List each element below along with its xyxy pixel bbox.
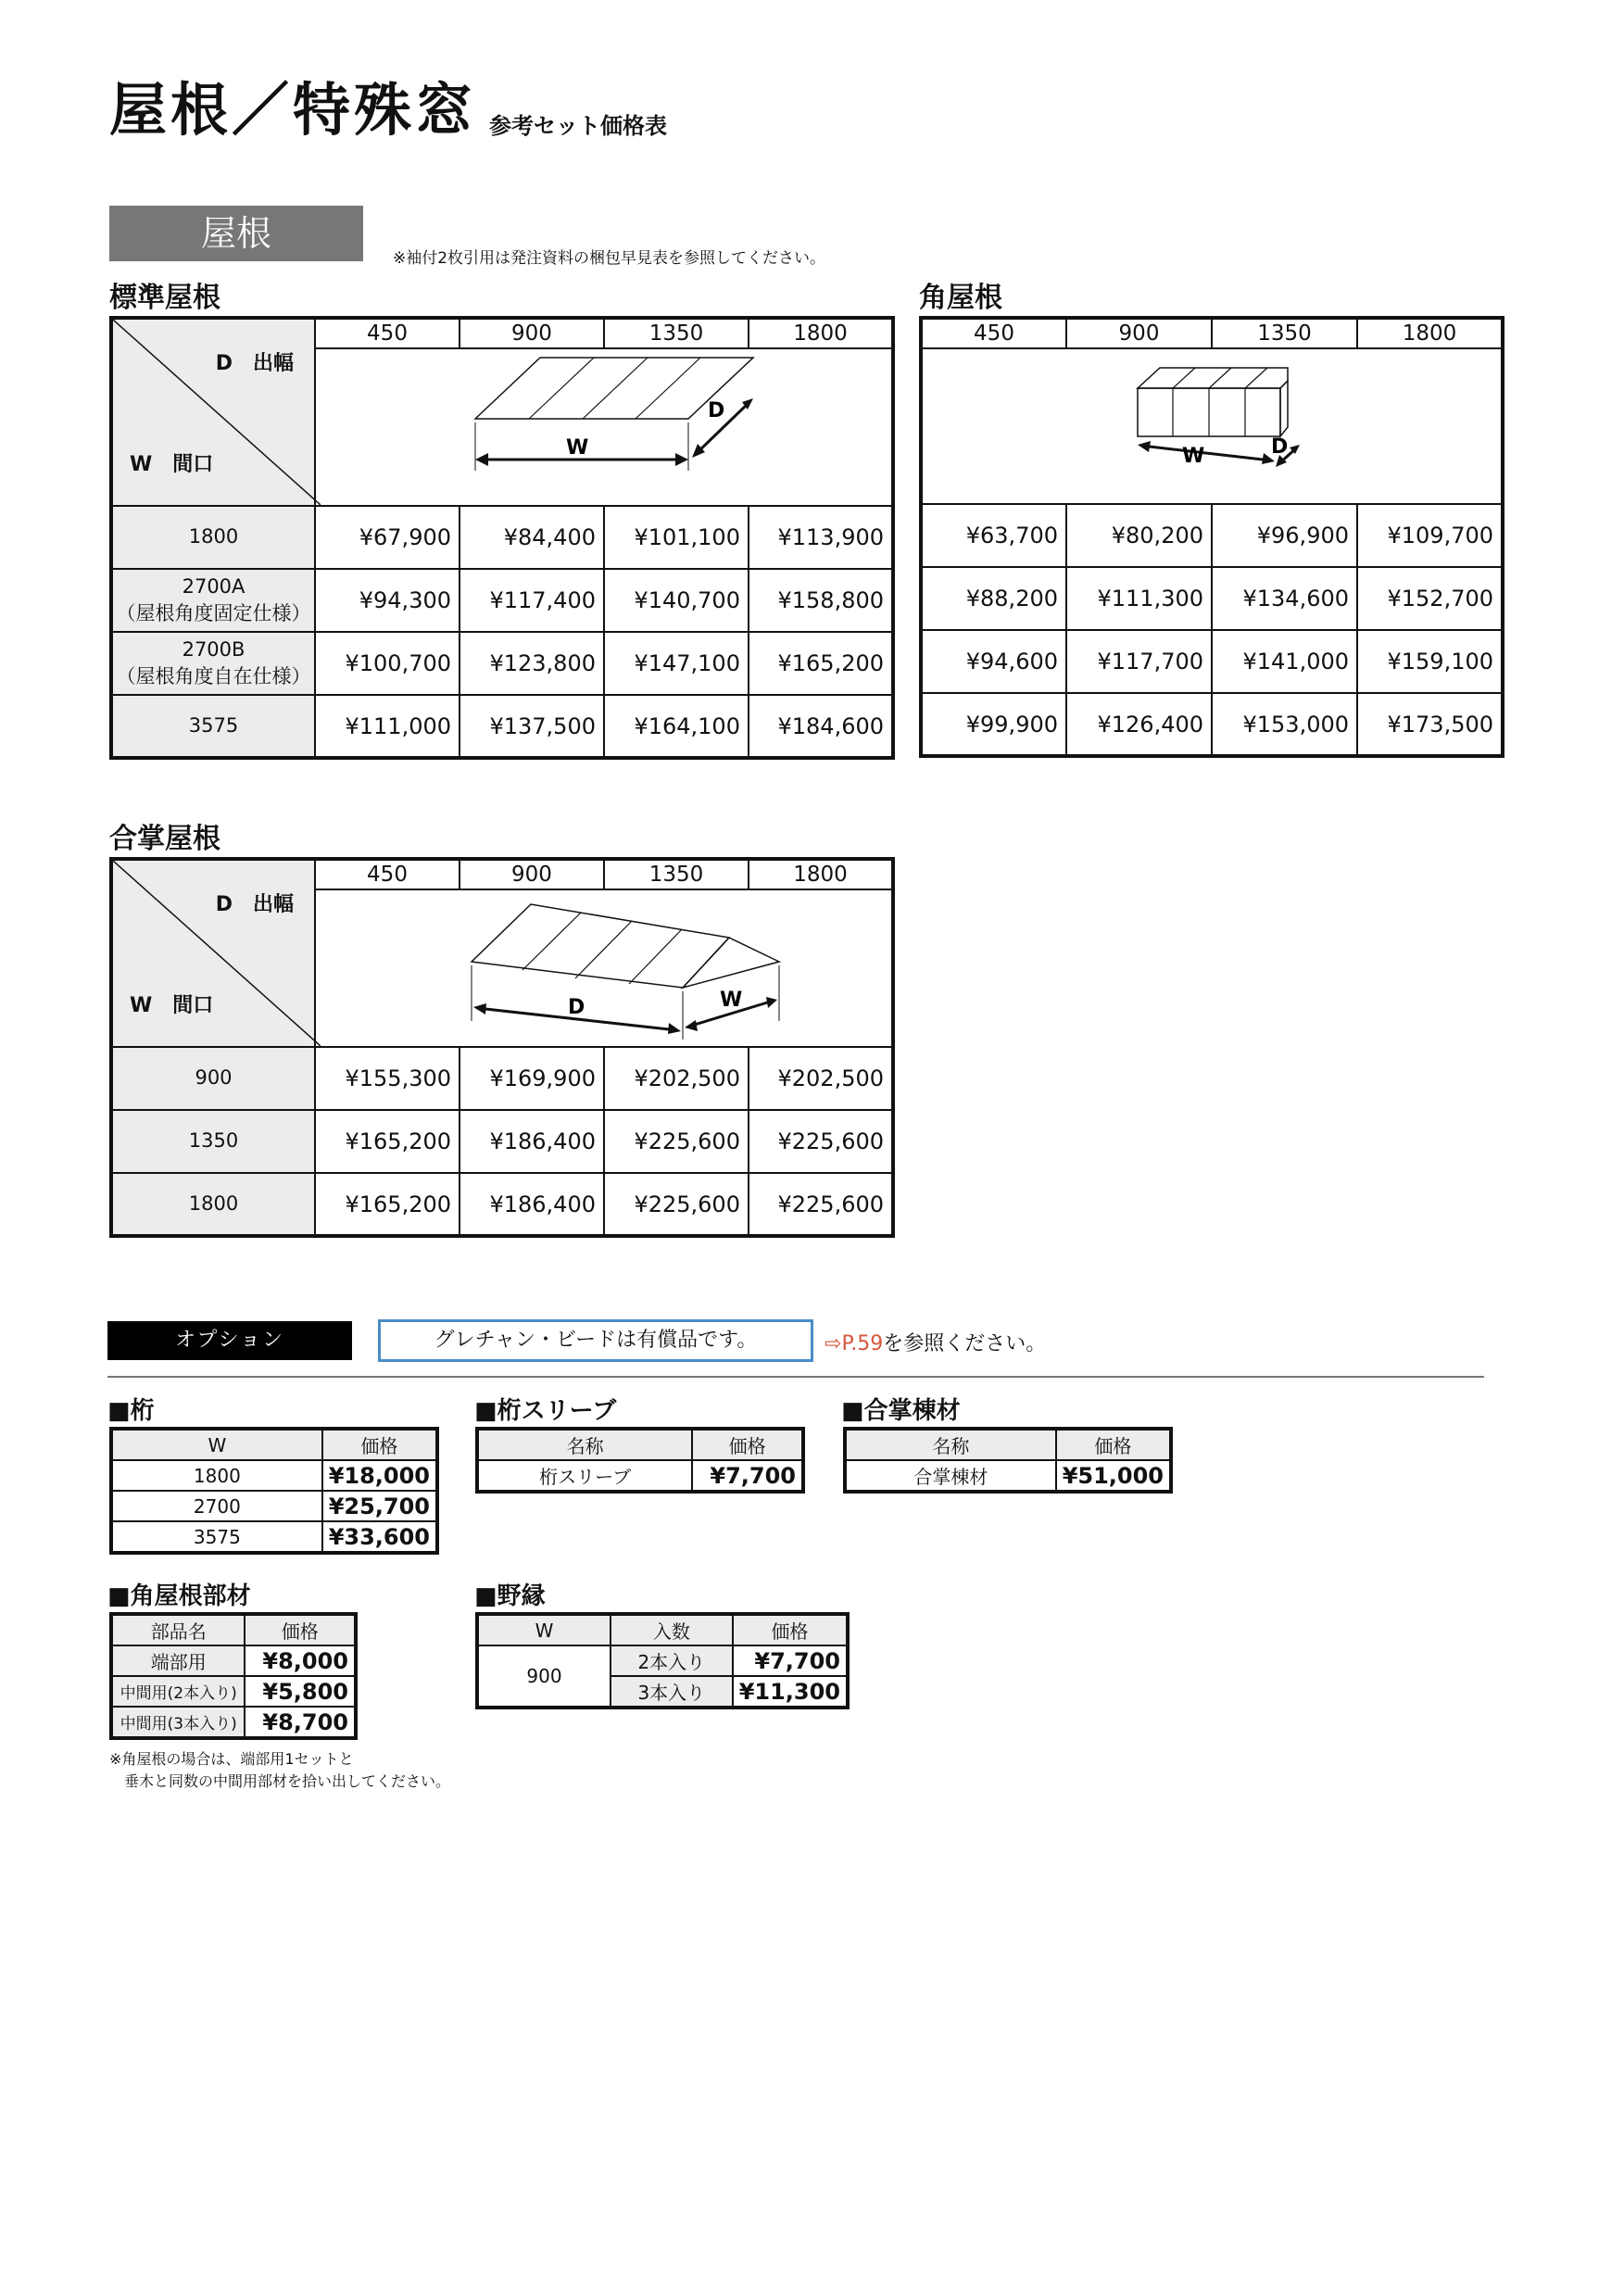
- price-cell: ¥113,900: [749, 506, 893, 569]
- price-cell: ¥158,800: [749, 569, 893, 632]
- column-header: 450: [315, 859, 460, 889]
- table-row: [845, 1460, 1171, 1492]
- nobuchi-table: [475, 1612, 850, 1709]
- table-row: [111, 1707, 356, 1738]
- section-band-roof: 屋根: [109, 206, 363, 261]
- table-row: [111, 506, 893, 569]
- row-header: 900: [111, 1047, 315, 1110]
- price-cell: ¥94,600: [921, 630, 1066, 693]
- price-cell: ¥165,200: [749, 632, 893, 695]
- column-header: 価格: [245, 1614, 356, 1645]
- column-header: 900: [1066, 318, 1212, 348]
- column-header: 450: [315, 318, 460, 348]
- table-row: [111, 1645, 356, 1676]
- price-cell: ¥101,100: [604, 506, 749, 569]
- column-header: 1350: [604, 859, 749, 889]
- price-cell: ¥153,000: [1212, 693, 1357, 756]
- table-row: [477, 1460, 803, 1492]
- price-cell: ¥169,900: [460, 1047, 604, 1110]
- price-cell: ¥8,000: [245, 1645, 356, 1676]
- square-roof-title: 角屋根: [919, 282, 1002, 314]
- price-cell: ¥155,300: [315, 1047, 460, 1110]
- price-cell: ¥67,900: [315, 506, 460, 569]
- price-cell: ¥111,000: [315, 695, 460, 758]
- cell: 合掌棟材: [845, 1460, 1056, 1492]
- price-cell: ¥164,100: [604, 695, 749, 758]
- column-header: 900: [460, 859, 604, 889]
- diagram-d-label: D: [1271, 435, 1289, 459]
- price-cell: ¥165,200: [315, 1110, 460, 1173]
- table-row: [111, 1491, 437, 1521]
- price-cell: ¥25,700: [322, 1491, 437, 1521]
- column-header: 450: [921, 318, 1066, 348]
- corner-w-label: W 間口: [130, 994, 214, 1017]
- column-header: 価格: [692, 1429, 803, 1460]
- cell: 中間用(2本入り): [111, 1676, 245, 1707]
- column-header: W: [477, 1614, 611, 1645]
- cell: 桁スリーブ: [477, 1460, 692, 1492]
- gassho-munazai-title: ■合掌棟材: [841, 1397, 961, 1425]
- price-cell: ¥5,800: [245, 1676, 356, 1707]
- square-parts-title: ■角屋根部材: [107, 1582, 251, 1610]
- nobuchi-title: ■野縁: [474, 1582, 546, 1610]
- table-row: [921, 630, 1503, 693]
- diagram-w-label: W: [720, 989, 743, 1013]
- price-cell: ¥7,700: [692, 1460, 803, 1492]
- price-cell: ¥100,700: [315, 632, 460, 695]
- table-row: [477, 1645, 848, 1676]
- price-cell: ¥202,500: [604, 1047, 749, 1110]
- cell: 3575: [111, 1521, 322, 1553]
- price-cell: ¥99,900: [921, 693, 1066, 756]
- gassho-roof-diagram: [315, 889, 893, 1047]
- price-cell: ¥165,200: [315, 1173, 460, 1236]
- price-cell: ¥117,400: [460, 569, 604, 632]
- price-cell: ¥225,600: [604, 1173, 749, 1236]
- price-cell: ¥225,600: [749, 1173, 893, 1236]
- price-cell: ¥88,200: [921, 567, 1066, 630]
- options-band: オプション: [107, 1321, 352, 1360]
- price-cell: ¥134,600: [1212, 567, 1357, 630]
- page-subtitle: 参考セット価格表: [489, 113, 667, 139]
- price-cell: ¥63,700: [921, 504, 1066, 567]
- link-suffix: を参照ください。: [883, 1332, 1047, 1355]
- keta-sleeve-table: [475, 1427, 805, 1494]
- corner-cell: [111, 859, 315, 1047]
- column-header: 1350: [1212, 318, 1357, 348]
- table-row: [111, 1047, 893, 1110]
- table-row: [111, 632, 893, 695]
- table-row: [111, 1173, 893, 1236]
- diagram-w-label: W: [566, 436, 589, 460]
- table-row: [111, 695, 893, 758]
- column-header: 入数: [611, 1614, 733, 1645]
- price-cell: ¥51,000: [1056, 1460, 1171, 1492]
- keta-title: ■桁: [107, 1397, 155, 1425]
- row-header: 2700B （屋根角度自在仕様）: [111, 632, 315, 695]
- price-cell: ¥225,600: [749, 1110, 893, 1173]
- corner-d-label: D 出幅: [215, 893, 295, 916]
- column-header: 1800: [1357, 318, 1503, 348]
- standard-roof-diagram: [315, 348, 893, 506]
- column-header: 価格: [322, 1429, 437, 1460]
- standard-roof-table: [109, 316, 895, 760]
- row-header: 1800: [111, 506, 315, 569]
- cell: 1800: [111, 1460, 322, 1491]
- diagram-d-label: D: [708, 399, 725, 423]
- price-cell: ¥123,800: [460, 632, 604, 695]
- standard-roof-title: 標準屋根: [109, 282, 220, 314]
- cell: 中間用(3本入り): [111, 1707, 245, 1738]
- column-header: 名称: [845, 1429, 1056, 1460]
- square-roof-table: [919, 316, 1504, 758]
- price-cell: ¥152,700: [1357, 567, 1503, 630]
- column-header: 900: [460, 318, 604, 348]
- table-row: [921, 567, 1503, 630]
- corner-w-label: W 間口: [130, 453, 214, 476]
- price-cell: ¥11,300: [733, 1676, 848, 1708]
- price-cell: ¥186,400: [460, 1110, 604, 1173]
- arrow-right-icon: ⇨: [825, 1332, 842, 1355]
- table-row: [111, 1521, 437, 1553]
- gassho-munazai-table: [843, 1427, 1173, 1494]
- row-header: 1350: [111, 1110, 315, 1173]
- square-parts-table: [109, 1612, 358, 1740]
- price-cell: ¥147,100: [604, 632, 749, 695]
- table-row: [111, 1110, 893, 1173]
- price-cell: ¥8,700: [245, 1707, 356, 1738]
- column-header: 1350: [604, 318, 749, 348]
- options-page-link[interactable]: [825, 1328, 1046, 1356]
- row-header: 3575: [111, 695, 315, 758]
- price-cell: ¥18,000: [322, 1460, 437, 1491]
- table-row: [921, 693, 1503, 756]
- table-row: [111, 1676, 356, 1707]
- square-parts-note: ※角屋根の場合は、端部用1セットと 垂木と同数の中間用部材を拾い出してください。: [109, 1750, 451, 1790]
- price-cell: ¥109,700: [1357, 504, 1503, 567]
- cell: 端部用: [111, 1645, 245, 1676]
- table-row: [921, 504, 1503, 567]
- table-row: [111, 1460, 437, 1491]
- cell: 900: [477, 1645, 611, 1708]
- price-cell: ¥80,200: [1066, 504, 1212, 567]
- cell: 2本入り: [611, 1645, 733, 1676]
- price-cell: ¥173,500: [1357, 693, 1503, 756]
- diagram-d-label: D: [568, 996, 585, 1020]
- square-roof-diagram: [921, 348, 1503, 504]
- column-header: 1800: [749, 318, 893, 348]
- price-cell: ¥186,400: [460, 1173, 604, 1236]
- price-cell: ¥111,300: [1066, 567, 1212, 630]
- column-header: 価格: [1056, 1429, 1171, 1460]
- gassho-roof-table: [109, 857, 895, 1238]
- price-cell: ¥33,600: [322, 1521, 437, 1553]
- row-header: 2700A （屋根角度固定仕様）: [111, 569, 315, 632]
- price-cell: ¥184,600: [749, 695, 893, 758]
- keta-table: [109, 1427, 439, 1555]
- price-cell: ¥7,700: [733, 1645, 848, 1676]
- options-notice: グレチャン・ビードは有償品です。: [378, 1319, 813, 1362]
- price-cell: ¥202,500: [749, 1047, 893, 1110]
- price-cell: ¥117,700: [1066, 630, 1212, 693]
- price-cell: ¥96,900: [1212, 504, 1357, 567]
- divider: [107, 1376, 1484, 1378]
- corner-d-label: D 出幅: [215, 352, 295, 375]
- price-cell: ¥126,400: [1066, 693, 1212, 756]
- price-cell: ¥141,000: [1212, 630, 1357, 693]
- price-cell: ¥140,700: [604, 569, 749, 632]
- column-header: 1800: [749, 859, 893, 889]
- cell: 3本入り: [611, 1676, 733, 1708]
- cell: 2700: [111, 1491, 322, 1521]
- price-cell: ¥137,500: [460, 695, 604, 758]
- gassho-roof-title: 合掌屋根: [109, 823, 220, 855]
- column-header: W: [111, 1429, 322, 1460]
- column-header: 名称: [477, 1429, 692, 1460]
- page-ref[interactable]: P.59: [841, 1332, 884, 1355]
- keta-sleeve-title: ■桁スリーブ: [474, 1397, 617, 1425]
- section-note: ※袖付2枚引用は発注資料の梱包早見表を参照してください。: [393, 249, 826, 268]
- page-title: 屋根／特殊窓: [109, 76, 477, 144]
- column-header: 部品名: [111, 1614, 245, 1645]
- corner-cell: [111, 318, 315, 506]
- column-header: 価格: [733, 1614, 848, 1645]
- diagram-w-label: W: [1182, 445, 1205, 468]
- price-cell: ¥94,300: [315, 569, 460, 632]
- row-header: 1800: [111, 1173, 315, 1236]
- table-row: [111, 569, 893, 632]
- price-cell: ¥159,100: [1357, 630, 1503, 693]
- price-cell: ¥225,600: [604, 1110, 749, 1173]
- price-cell: ¥84,400: [460, 506, 604, 569]
